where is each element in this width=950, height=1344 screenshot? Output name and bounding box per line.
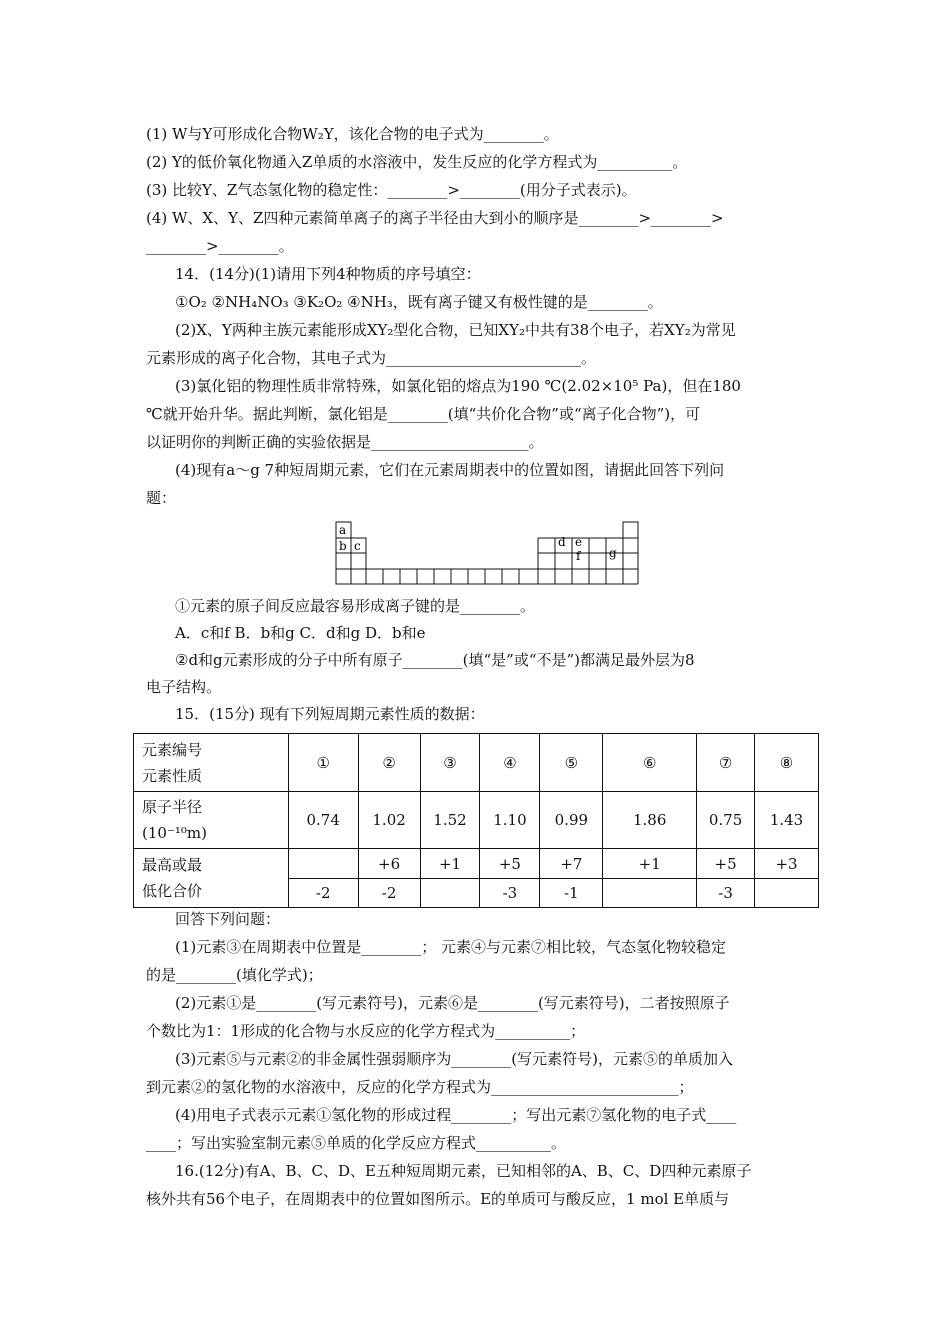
- num-cell: ④: [480, 734, 540, 792]
- q14-part3-cont: ℃就开始升华。据此判断，氯化铝是________(填“共价化合物”或“离子化合物”)，可: [146, 405, 701, 423]
- q15-part2: (2)元素①是________(写元素符号)，元素⑥是________(写元素符号)，二者按照原子: [175, 994, 730, 1012]
- q14-title: 14．(14分)(1)请用下列4种物质的序号填空：: [175, 265, 481, 283]
- q14-part2-cont: 元素形成的离子化合物，其电子式为__________________________。: [146, 349, 597, 367]
- header-bottom: 元素性质: [142, 766, 203, 785]
- q15-part3: (3)元素⑤与元素②的非金属性强弱顺序为________(写元素符号)，元素⑤的单质加入: [175, 1050, 733, 1068]
- max-valence-cell: +7: [540, 849, 603, 879]
- q16-line2: 核外共有56个电子，在周期表中的位置如图所示。E的单质可与酸反应，1 mol E单质与: [146, 1190, 730, 1208]
- q14-part4-ii-cont: 电子结构。: [146, 678, 222, 696]
- q15-title: 15．(15分) 现有下列短周期元素性质的数据：: [175, 705, 485, 723]
- valence-label-bottom: 低化合价: [142, 882, 203, 900]
- pt-label-g: g: [609, 546, 617, 560]
- min-valence-cell: -3: [697, 879, 755, 908]
- max-valence-cell: +5: [480, 849, 540, 879]
- q13-part4: (4) W、X、Y、Z四种元素简单离子的离子半径由大到小的顺序是________>________>: [146, 209, 724, 227]
- num-cell: ⑧: [755, 734, 819, 792]
- q13-part2: (2) Y的低价氧化物通入Z单质的水溶液中，发生反应的化学方程式为__________。: [146, 153, 688, 171]
- table-row-radius: [134, 792, 819, 849]
- q13-part1: (1) W与Y可形成化合物W₂Y，该化合物的电子式为________。: [146, 125, 559, 143]
- radius-label-top: 原子半径: [142, 798, 203, 816]
- min-valence-cell: [420, 879, 480, 908]
- min-valence-cell: -3: [480, 879, 540, 908]
- pt-label-a: a: [339, 523, 347, 537]
- min-valence-cell: [755, 879, 819, 908]
- q13-part4-cont: ________>________。: [146, 237, 294, 255]
- min-valence-cell: [603, 879, 697, 908]
- max-valence-cell: +5: [697, 849, 755, 879]
- q14-part3-cont2: 以证明你的判断正确的实验依据是_____________________。: [146, 433, 544, 451]
- num-cell: ⑤: [540, 734, 603, 792]
- max-valence-cell: [288, 849, 358, 879]
- min-valence-cell: -1: [540, 879, 603, 908]
- header-top: 元素编号: [142, 740, 203, 759]
- q14-options: ①O₂ ②NH₄NO₃ ③K₂O₂ ④NH₃，既有离子键又有极性键的是________。: [175, 293, 663, 311]
- q14-part4-options: A．c和f B．b和g C．d和g D．b和e: [175, 624, 426, 642]
- max-valence-cell: +3: [755, 849, 819, 879]
- q13-part3: (3) 比较Y、Z气态氢化物的稳定性：________>________(用分子式表示)。: [146, 181, 637, 199]
- valence-label-cell: [134, 849, 289, 908]
- radius-cell: 0.74: [288, 792, 358, 849]
- max-valence-cell: +6: [358, 849, 420, 879]
- max-valence-cell: +1: [603, 849, 697, 879]
- radius-cell: 1.86: [603, 792, 697, 849]
- q14-part4-i: ①元素的原子间反应最容易形成离子键的是________。: [175, 597, 536, 615]
- num-cell: ②: [358, 734, 420, 792]
- pt-label-c: c: [354, 539, 361, 553]
- table-row-numbers: [134, 734, 819, 792]
- max-valence-cell: +1: [420, 849, 480, 879]
- element-properties-table: [133, 733, 819, 908]
- min-valence-cell: -2: [358, 879, 420, 908]
- table-row-max-valence: [134, 849, 819, 879]
- radius-label-bottom: (10⁻¹⁰m): [142, 824, 207, 842]
- q15-ask: 回答下列问题：: [175, 910, 281, 928]
- min-valence-cell: -2: [288, 879, 358, 908]
- num-cell: ③: [420, 734, 480, 792]
- q15-part4-cont: ____；写出实验室制元素⑤单质的化学反应方程式__________。: [146, 1134, 567, 1152]
- pt-label-f: f: [576, 549, 581, 563]
- header-cell: [134, 734, 289, 792]
- q15-part4: (4)用电子式表示元素①氢化物的形成过程________；写出元素⑦氢化物的电子式____: [175, 1106, 737, 1124]
- q15-part1: (1)元素③在周期表中位置是________； 元素④与元素⑦相比较，气态氢化物较稳定: [175, 938, 727, 956]
- periodic-table-diagram: [335, 519, 640, 587]
- valence-label-top: 最高或最: [142, 856, 203, 874]
- radius-label-cell: [134, 792, 289, 849]
- q14-part4-ii: ②d和g元素形成的分子中所有原子________(填“是”或“不是”)都满足最外层为8: [175, 651, 695, 669]
- pt-label-e: e: [575, 535, 583, 549]
- q14-part2: (2)X、Y两种主族元素能形成XY₂型化合物，已知XY₂中共有38个电子，若XY₂为常见: [175, 321, 736, 339]
- pt-label-b: b: [339, 539, 347, 553]
- radius-cell: 0.75: [697, 792, 755, 849]
- q15-part2-cont: 个数比为1：1形成的化合物与水反应的化学方程式为__________；: [146, 1022, 586, 1040]
- q16-line1: 16.(12分)有A、B、C、D、E五种短周期元素，已知相邻的A、B、C、D四种元素原子: [175, 1162, 752, 1180]
- num-cell: ⑥: [603, 734, 697, 792]
- radius-cell: 1.52: [420, 792, 480, 849]
- q14-part4: (4)现有a～g 7种短周期元素，它们在元素周期表中的位置如图，请据此回答下列问: [175, 461, 725, 479]
- pt-label-d: d: [558, 535, 566, 549]
- q14-part4-cont: 题：: [146, 489, 177, 507]
- radius-cell: 0.99: [540, 792, 603, 849]
- num-cell: ①: [288, 734, 358, 792]
- radius-cell: 1.02: [358, 792, 420, 849]
- q14-part3: (3)氯化铝的物理性质非常特殊，如氯化铝的熔点为190 ℃(2.02×10⁵ Pa)，但在180: [175, 377, 741, 395]
- radius-cell: 1.43: [755, 792, 819, 849]
- q15-part3-cont: 到元素②的氢化物的水溶液中，反应的化学方程式为_________________________；: [146, 1078, 694, 1096]
- radius-cell: 1.10: [480, 792, 540, 849]
- q15-part1-cont: 的是________(填化学式)；: [146, 966, 323, 984]
- num-cell: ⑦: [697, 734, 755, 792]
